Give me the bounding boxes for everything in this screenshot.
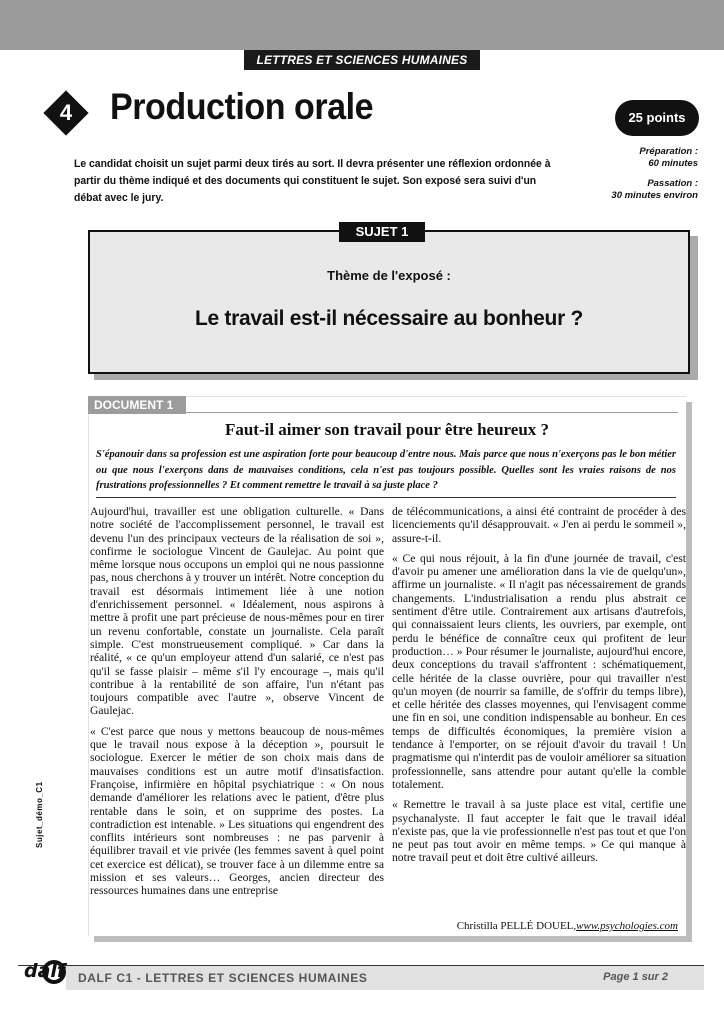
article-paragraph: de télécommunications, a ainsi été contraint de procéder à des licenciements qu'il désapprouvait. « J'en ai perdu le sommeil », assure-t-il. xyxy=(392,505,686,545)
source-link[interactable]: www.psychologies.com xyxy=(576,920,678,932)
timing-info xyxy=(606,146,698,202)
top-gray-band xyxy=(0,0,724,50)
article-column-right xyxy=(392,505,686,872)
epreuve-number: 4 xyxy=(59,100,73,125)
sujet-box xyxy=(88,230,690,374)
article-signature xyxy=(392,920,678,932)
article-column-left xyxy=(90,505,384,905)
theme-question: Le travail est-il nécessaire au bonheur ? xyxy=(194,307,583,330)
instructions-paragraph: Le candidat choisit un sujet parmi deux tirés au sort. Il devra présenter une réflexion ordonnée à partir du thème indiqué et des documents qui constituent le sujet. Son exposé sera suivi d'un débat avec le jury. xyxy=(74,158,551,204)
lead-divider xyxy=(96,497,676,498)
preparation-value: 60 minutes xyxy=(648,158,698,169)
sujet-label: SUJET 1 xyxy=(339,222,425,242)
passation-value: 30 minutes environ xyxy=(611,190,698,201)
document-label: DOCUMENT 1 xyxy=(88,396,186,414)
section-tab: LETTRES ET SCIENCES HUMAINES xyxy=(244,50,480,70)
article-paragraph: Aujourd'hui, travailler est une obligation culturelle. « Dans notre société de l'accomplissement personnel, le travail est devenu l'un des principaux vecteurs de la réalisation de soi », confirme le sociologue Vincent de Gaulejac. Au point que même lorsque nous occupons un emploi qui ne nous passionne pas, nous cherchons à y trouver un intérêt. Notre conception du travail est désormais intimement liée à une notion d'enrichissement personnel. « Idéalement, nous aspirons à mettre à profit une part précieuse de nous-mêmes pour en tirer un revenu confortable, constate un journaliste. Cela paraît simple. C'est monstrueusement compliqué. » Car dans la réalité, « ce qu'un employeur attend d'un salarié, ce n'est pas qu'il se fasse plaisir – même s'il l'y encourage –, mais qu'il contribue à la rentabilité de son affaire, l'un n'étant pas toujours compatible avec l'autre », observe Vincent de Gaulejac. xyxy=(90,505,384,718)
article-paragraph: « Remettre le travail à sa juste place est vital, certifie une psychanalyste. Il faut accepter le fait que le travail idéal n'existe pas, que la vie professionnelle n'est pas tout et que l'on ne peut pas tout avoir en même temps. » Ce qui manque à notre travail peut et doit être cultivé ailleurs. xyxy=(392,798,686,865)
document-header-rule xyxy=(186,412,678,413)
document-lead: S'épanouir dans sa profession est une aspiration forte pour beaucoup d'entre nous. Mais parce que nous n'exerçons pas le bon métier ou que nous l'exerçons dans de mauvaises conditions, cela n'est pas toujours possible. Quelles sont les vraies raisons de nos frustrations professionnelles ? Et comment remettre le travail à sa juste place ? xyxy=(96,449,676,491)
page-number: Page 1 sur 2 xyxy=(603,971,668,983)
article-paragraph: « Ce qui nous réjouit, à la fin d'une journée de travail, c'est d'avoir pu amener une amélioration dans la vie de quelqu'un», affirme un journaliste. « Il n'agit pas nécessairement de grands changements. L'industrialisation a rendu plus abstrait ce sentiment d'être utile. Contrairement aux artisans d'autrefois, qui connaissaient leurs clients, les ouvriers, par exemple, ont perdu le bénéfice de connaître ceux qui profitent de leur production… » Pour résumer le journaliste, aujourd'hui encore, deux conceptions du travail s'affrontent : schématiquement, celle héritée de la classe ouvrière, pour qui travailler n'est qu'un moyen (de nourrir sa famille, de s'offrir du temps libre), et celle héritée des classes moyennes, qui l'envisagent comme une fin en soi, une condition indispensable au bonheur. En ces temps de difficultés économiques, la première vision a tendance à l'emporter, on se réjouit d'avoir du travail ! Un pragmatisme qui n'interdit pas de vouloir améliorer sa situation professionnelle, sans attendre pour autant qu'elle la comble totalement. xyxy=(392,551,686,791)
theme-label: Thème de l'exposé : xyxy=(327,268,451,283)
dalf-logo: dalf xyxy=(24,960,66,982)
page-title: Production orale xyxy=(110,86,374,127)
side-document-code: Sujet_démo_C1 xyxy=(35,781,44,848)
passation-label: Passation : xyxy=(647,178,698,189)
preparation-label: Préparation : xyxy=(639,146,698,157)
points-badge: 25 points xyxy=(615,100,699,136)
footer-title: DALF C1 - LETTRES ET SCIENCES HUMAINES xyxy=(78,971,368,985)
article-paragraph: « C'est parce que nous y mettons beaucoup de nous-mêmes que le travail nous expose à la déception », poursuit le sociologue. Exercer le métier de son choix mais dans de mauvaises conditions est un autre motif d'insatisfaction. Françoise, infirmière en hôpital psychiatrique : « On nous demande d'améliorer les relations avec le patient, d'être plus rentable dans le soin, et on supprime des postes. La contradiction est intenable. » Les situations qui engendrent des conflits intérieurs sont nombreuses : ne pas parvenir à équilibrer travail et vie privée (les femmes savent à quel point cet exercice est délicat), se trouver face à un dilemme entre sa mission et ses valeurs… Georges, ancien directeur des ressources humaines dans une entreprise xyxy=(90,724,384,898)
document-title: Faut-il aimer son travail pour être heureux ? xyxy=(224,420,550,439)
author-name: Christilla PELLÉ DOUEL, xyxy=(456,920,577,932)
